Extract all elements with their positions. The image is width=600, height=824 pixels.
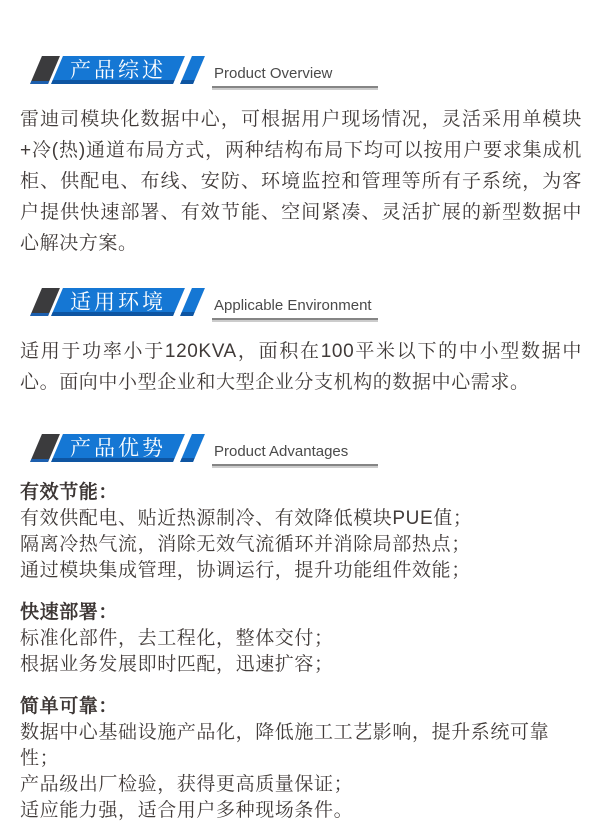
advantage-line: 有效供配电、贴近热源制冷、有效降低模块PUE值； [20, 508, 473, 529]
advantage-group-energy-saving [20, 480, 582, 584]
advantage-heading: 有效节能： [20, 482, 119, 503]
overview-paragraph: 雷迪司模块化数据中心，可根据用户现场情况，灵活采用单模块+冷(热)通道布局方式，两种结构布局下均可以按用户要求集成机柜、供配电、布线、安防、环境监控和管理等所有子系统，为客户提供快速部署、有效节能、空间紧凑、灵活扩展的新型数据中心解决方案。 [20, 109, 582, 254]
advantage-line: 数据中心基础设施产品化，降低施工工艺影响，提升系统可靠性； [20, 722, 550, 769]
advantage-line: 适应能力强，适合用户多种现场条件。 [20, 800, 354, 821]
section-title-zh: 产品优势 [70, 437, 166, 460]
section-title-en: Applicable Environment [212, 297, 378, 320]
flag-blue-banner [51, 56, 185, 84]
advantage-heading: 简单可靠： [20, 696, 119, 717]
advantage-heading: 快速部署： [20, 602, 119, 623]
advantage-line: 标准化部件，去工程化，整体交付； [20, 628, 334, 649]
flag-blue-banner [51, 434, 185, 462]
advantage-line: 通过模块集成管理，协调运行，提升功能组件效能； [20, 560, 471, 581]
advantage-line: 产品级出厂检验，获得更高质量保证； [20, 774, 354, 795]
advantage-line: 隔离冷热气流，消除无效气流循环并消除局部热点； [20, 534, 471, 555]
section-title-zh: 产品综述 [70, 59, 166, 82]
section-header-advantages [36, 434, 582, 466]
section-product-overview [20, 56, 582, 259]
advantage-group-simple-reliable [20, 694, 582, 824]
flag-tail-slash-shape [180, 288, 205, 316]
section-header-environment [36, 288, 582, 320]
environment-paragraph: 适用于功率小于120KVA，面积在100平米以下的中小型数据中心。面向中小型企业和大型企业分支机构的数据中心需求。 [20, 341, 582, 393]
flag-tail-slash-shape [180, 434, 205, 462]
section-product-advantages [20, 434, 582, 824]
section-title-en: Product Overview [212, 65, 378, 88]
section-applicable-environment [20, 288, 582, 398]
advantages-content [20, 480, 582, 824]
advantage-line: 根据业务发展即时匹配，迅速扩容； [20, 654, 334, 675]
flag-blue-banner [51, 288, 185, 316]
section-title-zh: 适用环境 [70, 291, 166, 314]
advantage-group-fast-deployment [20, 600, 582, 678]
section-header-overview [36, 56, 582, 88]
flag-tail-slash-shape [180, 56, 205, 84]
section-title-en: Product Advantages [212, 443, 378, 466]
